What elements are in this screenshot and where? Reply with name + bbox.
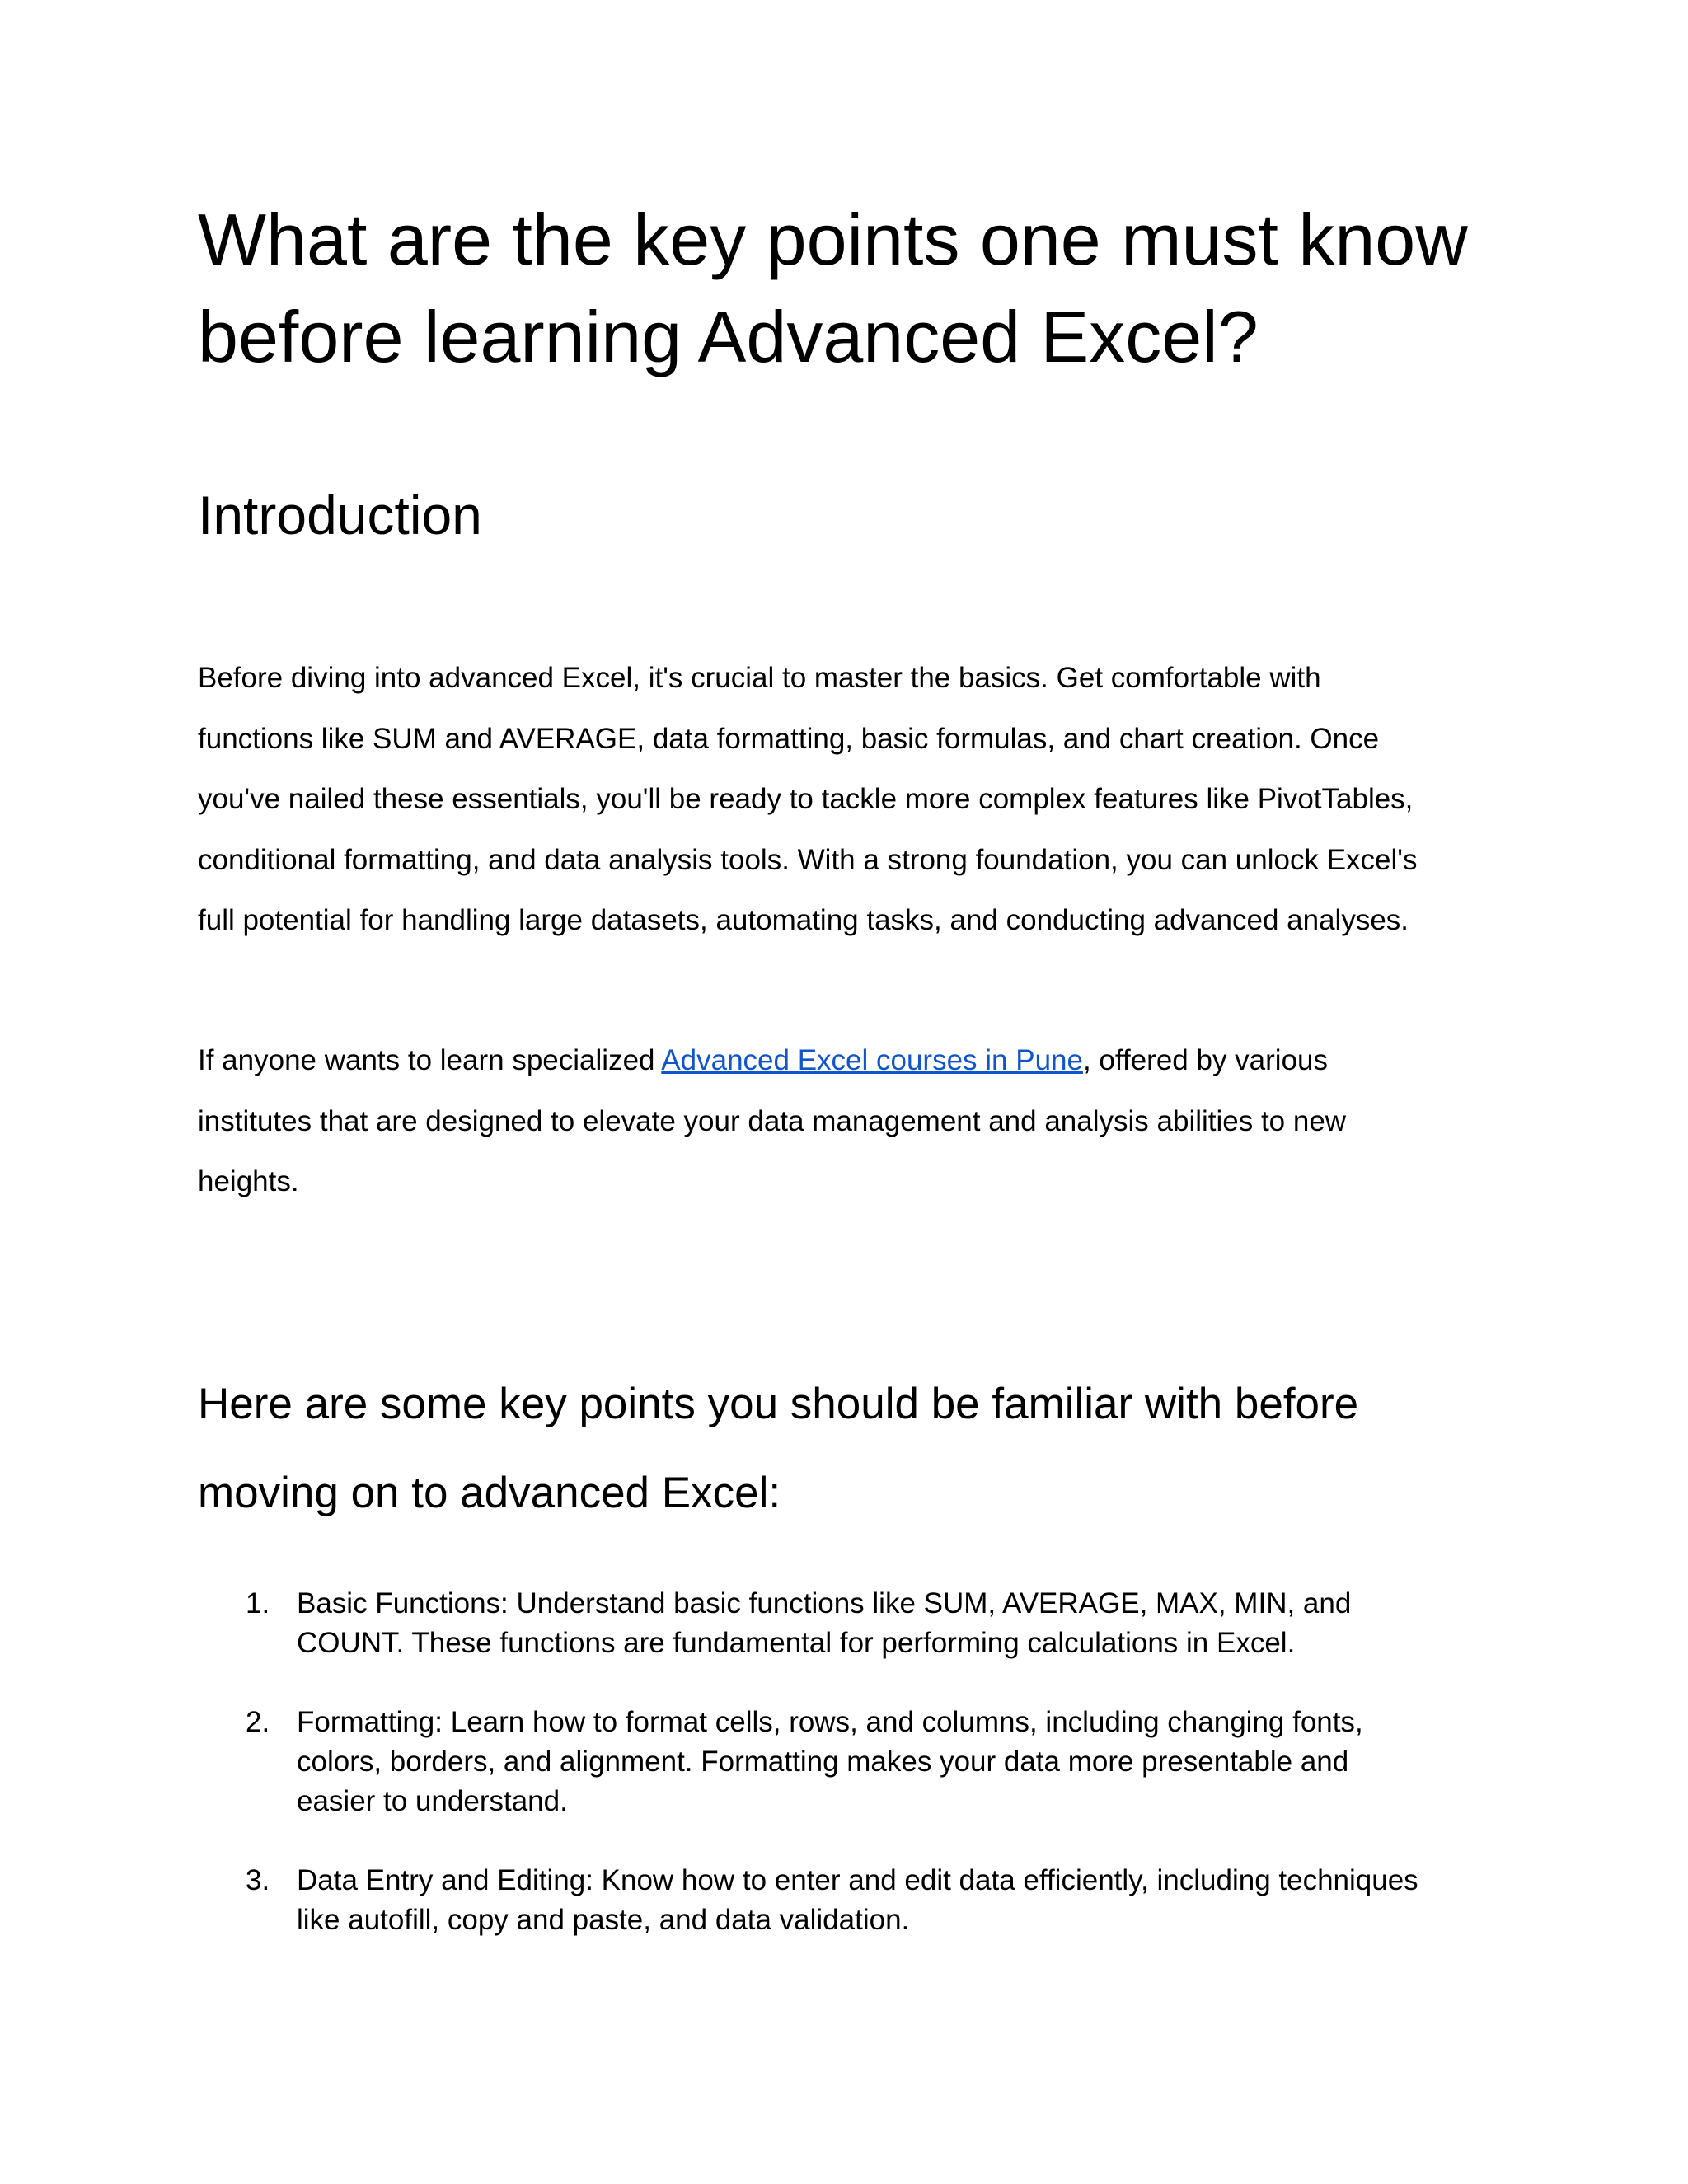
paragraph-line: conditional formatting, and data analysis tools. With a strong foundation, you can unlock Excel's (198, 843, 1418, 876)
list-item-number: 1. (246, 1587, 270, 1619)
list-item-number: 2. (246, 1706, 270, 1738)
course-paragraph (198, 1030, 1500, 1212)
paragraph-line: heights. (198, 1165, 299, 1197)
key-points-heading (198, 1360, 1358, 1538)
course-text-after-link: , offered by various (1082, 1044, 1329, 1076)
list-item-line: like autofill, copy and paste, and data validation. (297, 1904, 910, 1936)
paragraph-line: full potential for handling large datasets, automating tasks, and conducting advanced analyses. (198, 904, 1409, 936)
paragraph-line: institutes that are designed to elevate your data management and analysis abilities to new (198, 1104, 1347, 1137)
key-points-heading-line-1: Here are some key points you should be familiar with before (198, 1380, 1359, 1428)
introduction-heading: Introduction (198, 485, 482, 546)
key-points-list (198, 1584, 1500, 1980)
page-title-line-2: before learning Advanced Excel? (198, 296, 1259, 377)
list-item (198, 1861, 1500, 1940)
list-item-line: easier to understand. (297, 1785, 568, 1817)
list-item-line: colors, borders, and alignment. Formatting makes your data more presentable and (297, 1746, 1349, 1778)
list-item-line: Basic Functions: Understand basic functions like SUM, AVERAGE, MAX, MIN, and (297, 1587, 1352, 1619)
key-points-heading-line-2: moving on to advanced Excel: (198, 1469, 781, 1517)
paragraph-line (198, 1030, 1500, 1091)
list-item (198, 1584, 1500, 1663)
advanced-excel-courses-link[interactable]: Advanced Excel courses in Pune (661, 1044, 1083, 1076)
paragraph-line: functions like SUM and AVERAGE, data formatting, basic formulas, and chart creation. Once (198, 722, 1380, 755)
page-title (198, 191, 1500, 386)
paragraph-line: you've nailed these essentials, you'll be ready to tackle more complex features like PivotTables, (198, 783, 1414, 815)
list-item-line: Formatting: Learn how to format cells, rows, and columns, including changing fonts, (297, 1706, 1363, 1738)
list-item-line: Data Entry and Editing: Know how to enter and edit data efficiently, including techniques (297, 1864, 1418, 1896)
page-title-line-1: What are the key points one must know (198, 199, 1468, 280)
introduction-paragraph (198, 648, 1500, 951)
list-item (198, 1703, 1500, 1821)
paragraph-line: Before diving into advanced Excel, it's crucial to master the basics. Get comfortable with (198, 662, 1321, 694)
list-item-line: COUNT. These functions are fundamental for performing calculations in Excel. (297, 1627, 1296, 1659)
course-text-before-link: If anyone wants to learn specialized (198, 1044, 662, 1076)
list-item-number: 3. (246, 1864, 270, 1896)
